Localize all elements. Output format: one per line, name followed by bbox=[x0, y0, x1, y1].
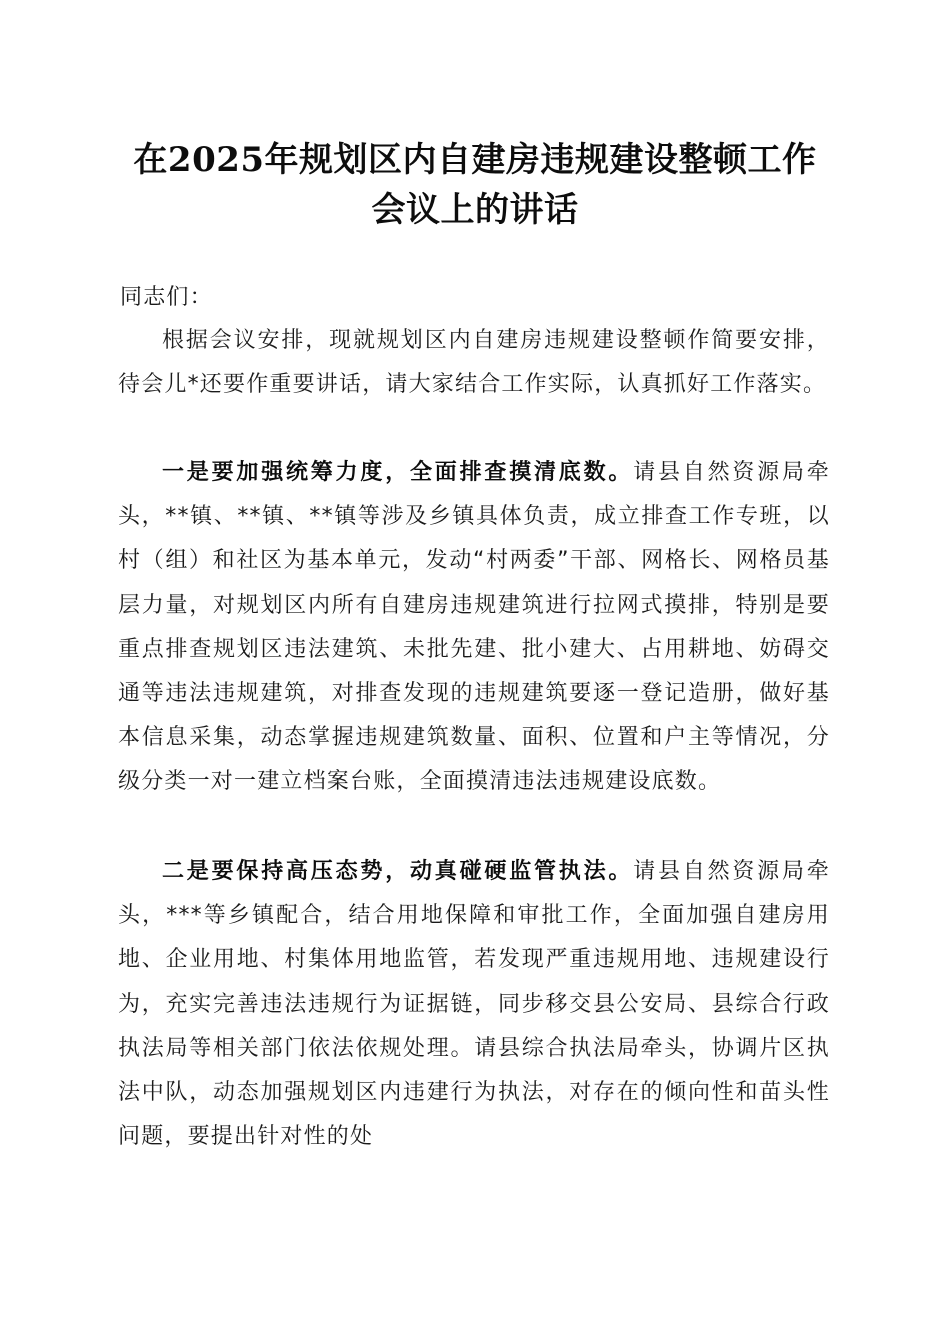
paragraph-intro bbox=[118, 319, 830, 407]
salutation: 同志们： bbox=[120, 285, 213, 310]
paragraph-lead-heading: 二是要保持高压态势，动真碰硬监管执法。 bbox=[162, 859, 634, 884]
paragraph-text: 请县自然资源局牵头，***等乡镇配合，结合用地保障和审批工作，全面加强自建房用地、企业用地、村集体用地监管，若发现严重违规用地、违规建设行为，充实完善违法违规行为证据链，同步移交县公安局、县综合行政执法局等相关部门依法依规处理。请县综合执法局牵头，协调片区执法中队，动态加强规划区内违建行为执法，对存在的倾向性和苗头性问题，要提出针对性的处 bbox=[118, 859, 830, 1150]
paragraph-text: 请县自然资源局牵头，**镇、**镇、**镇等涉及乡镇具体负责，成立排查工作专班，以村（组）和社区为基本单元，发动“村两委”干部、网格长、网格员基层力量，对规划区内所有自建房违规建筑进行拉网式摸排，特别是要重点排查规划区违法建筑、未批先建、批小建大、占用耕地、妨碍交通等违法违规建筑，对排查发现的违规建筑要逐一登记造册，做好基本信息采集，动态掌握违规建筑数量、面积、位置和户主等情况，分级分类一对一建立档案台账，全面摸清违法违规建设底数。 bbox=[118, 460, 830, 795]
paragraph-point-two bbox=[118, 850, 830, 1159]
paragraph-lead-heading: 一是要加强统筹力度，全面排查摸清底数。 bbox=[162, 460, 634, 485]
document-title-line-2: 会议上的讲话 bbox=[371, 190, 579, 230]
paragraph-text: 根据会议安排，现就规划区内自建房违规建设整顿作简要安排，待会儿*还要作重要讲话，请大家结合工作实际，认真抓好工作落实。 bbox=[118, 328, 830, 398]
paragraph-point-one bbox=[118, 451, 830, 805]
document-title-line-1: 在2025年规划区内自建房违规建设整顿工作 bbox=[133, 140, 817, 180]
